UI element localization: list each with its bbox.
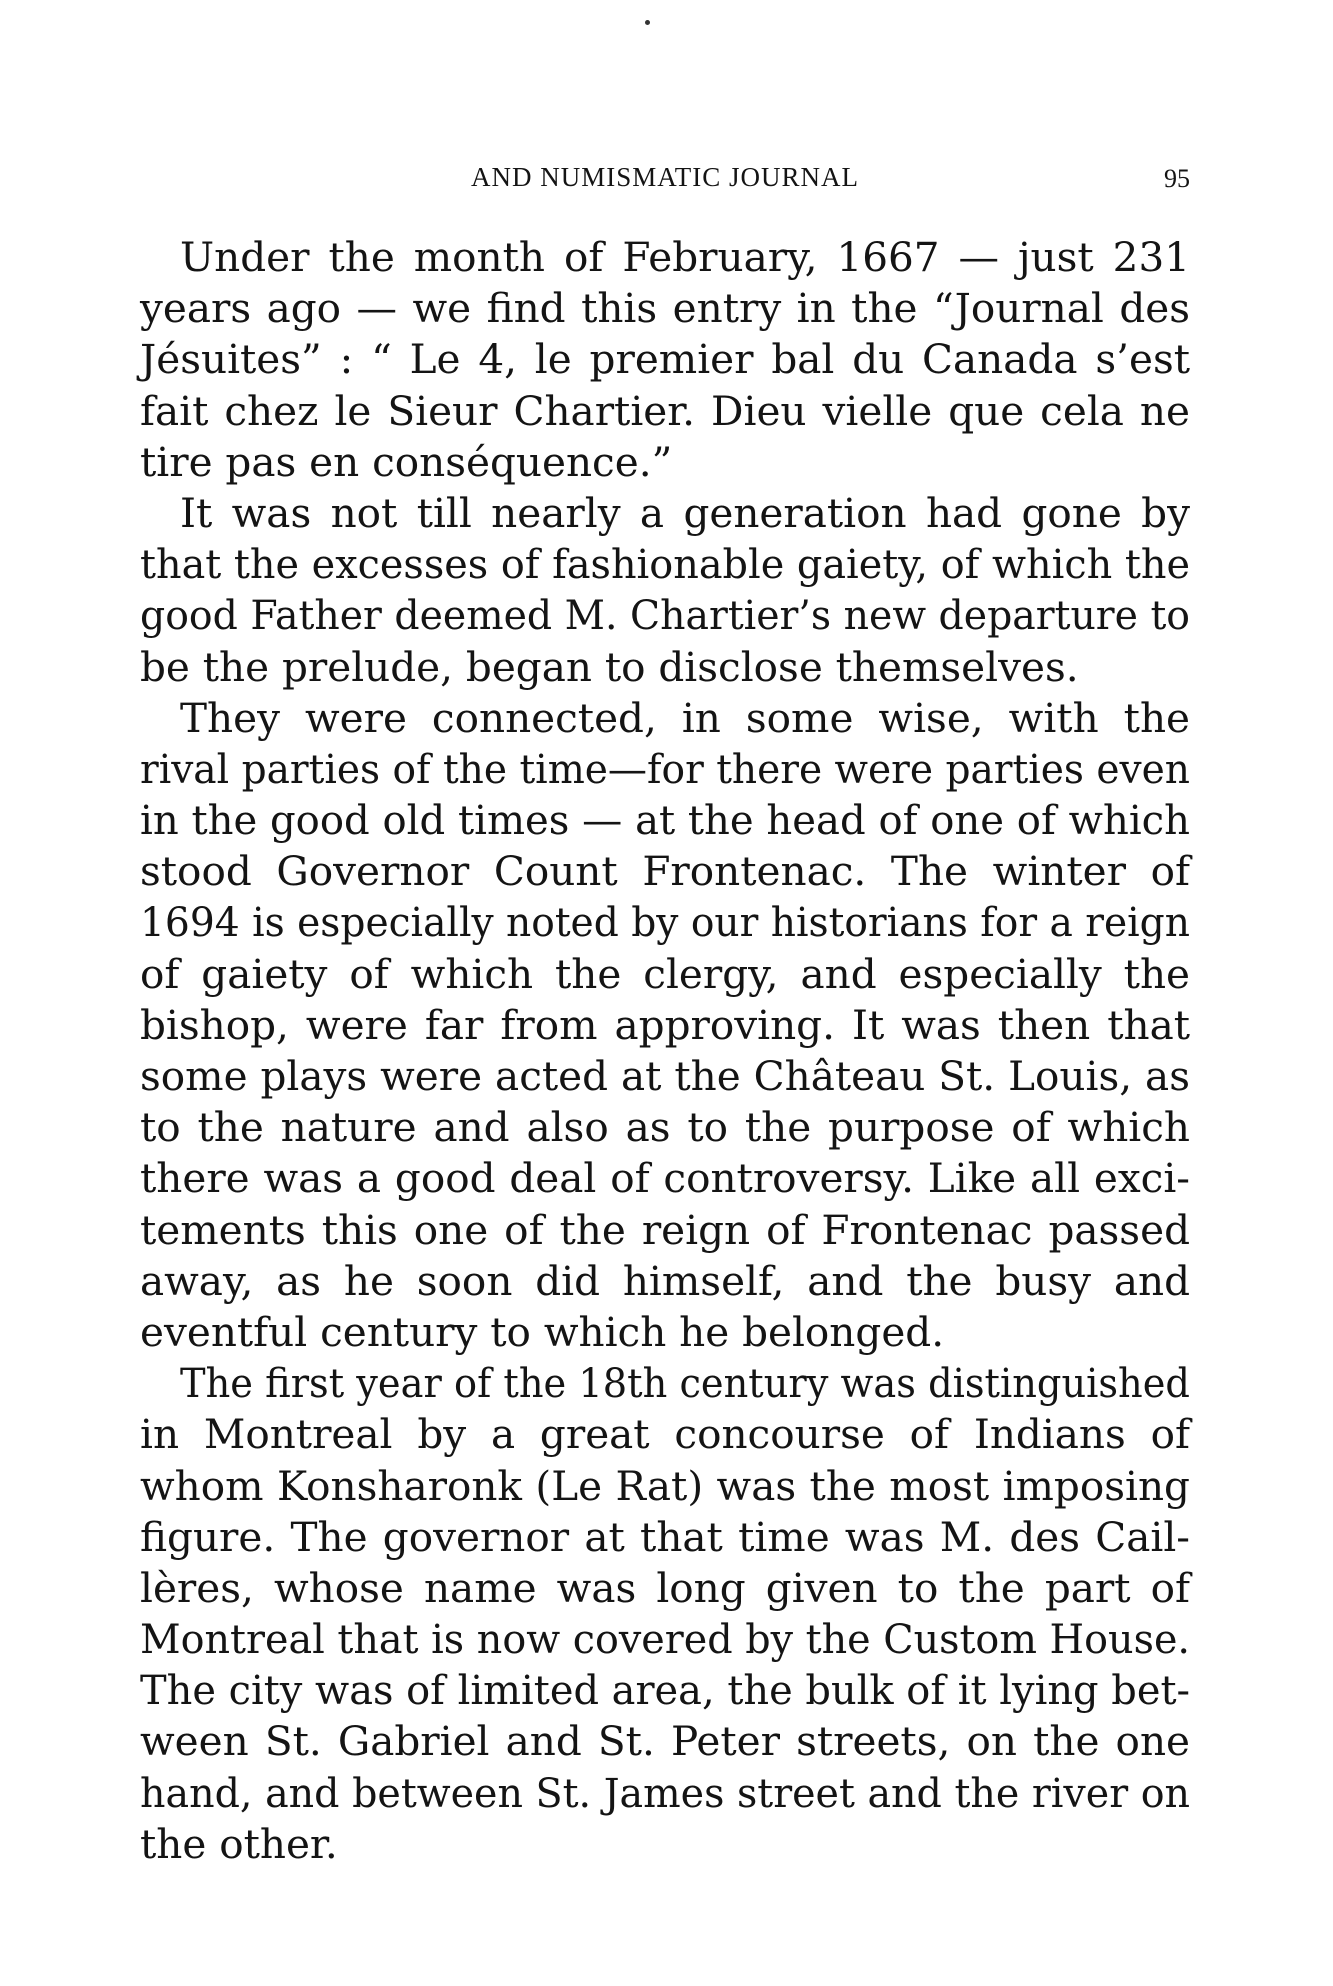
text-line: The first year of the 18th century was distinguished [180, 1359, 1190, 1408]
text-line: It was not till nearly a generation had gone by [180, 488, 1190, 537]
text-line: to the nature and also as to the purpose of which [140, 1103, 1190, 1152]
text-line: figure. The governor at that time was M. des Cail- [140, 1512, 1190, 1561]
body-text [140, 232, 1190, 1870]
text-line: that the excesses of fashionable gaiety, of which the [140, 540, 1191, 589]
text-line: stood Governor Count Frontenac. The winter of [140, 847, 1190, 896]
text-line: They were connected, in some wise, with the [180, 693, 1190, 742]
paragraph [140, 232, 1190, 488]
text-line: eventful century to which he belonged. [140, 1307, 945, 1356]
text-line: fait chez le Sieur Chartier. Dieu vielle que cela ne [140, 386, 1190, 435]
text-line: bishop, were far from approving. It was then that [140, 1000, 1190, 1049]
text-line: there was a good deal of controversy. Like all exci- [140, 1154, 1190, 1203]
text-line: rival parties of the time—for there were parties even [140, 744, 1190, 793]
journal-title: AND NUMISMATIC JOURNAL [470, 162, 860, 192]
print-speck [645, 20, 650, 25]
text-line: The city was of limited area, the bulk of it lying bet- [140, 1666, 1191, 1715]
text-line: hand, and between St. James street and the river on [140, 1768, 1191, 1817]
text-line: lères, whose name was long given to the part of [140, 1563, 1190, 1612]
text-line: tire pas en conséquence.” [140, 437, 673, 486]
running-header [140, 162, 1190, 202]
text-line: the other. [140, 1819, 338, 1868]
paragraph [140, 1358, 1190, 1870]
text-line: some plays were acted at the Château St. Louis, as [140, 1052, 1190, 1100]
text-line: years ago — we find this entry in the “Journal des [140, 284, 1190, 333]
text-line: good Father deemed M. Chartier’s new departure to [140, 591, 1191, 640]
paragraph [140, 693, 1190, 1358]
page-number: 95 [1164, 164, 1190, 193]
text-line: in Montreal by a great concourse of Indians of [140, 1410, 1190, 1459]
text-line: Under the month of February, 1667 — just 231 [180, 233, 1190, 281]
text-line: of gaiety of which the clergy, and especially the [140, 949, 1190, 998]
text-line: tements this one of the reign of Frontenac passed [140, 1205, 1190, 1254]
text-line: in the good old times — at the head of one of which [140, 796, 1191, 845]
paragraph [140, 488, 1190, 693]
text-line: away, as he soon did himself, and the busy and [140, 1256, 1190, 1305]
text-line: Montreal that is now covered by the Custom House. [140, 1615, 1191, 1664]
text-line: Jésuites” : “ Le 4, le premier bal du Canada s’est [140, 335, 1190, 384]
text-line: whom Konsharonk (Le Rat) was the most imposing [140, 1461, 1190, 1510]
text-line: 1694 is especially noted by our historians for a reign [140, 898, 1190, 947]
text-line: ween St. Gabriel and St. Peter streets, on the one [140, 1717, 1190, 1766]
text-line: be the prelude, began to disclose themselves. [140, 642, 1079, 691]
